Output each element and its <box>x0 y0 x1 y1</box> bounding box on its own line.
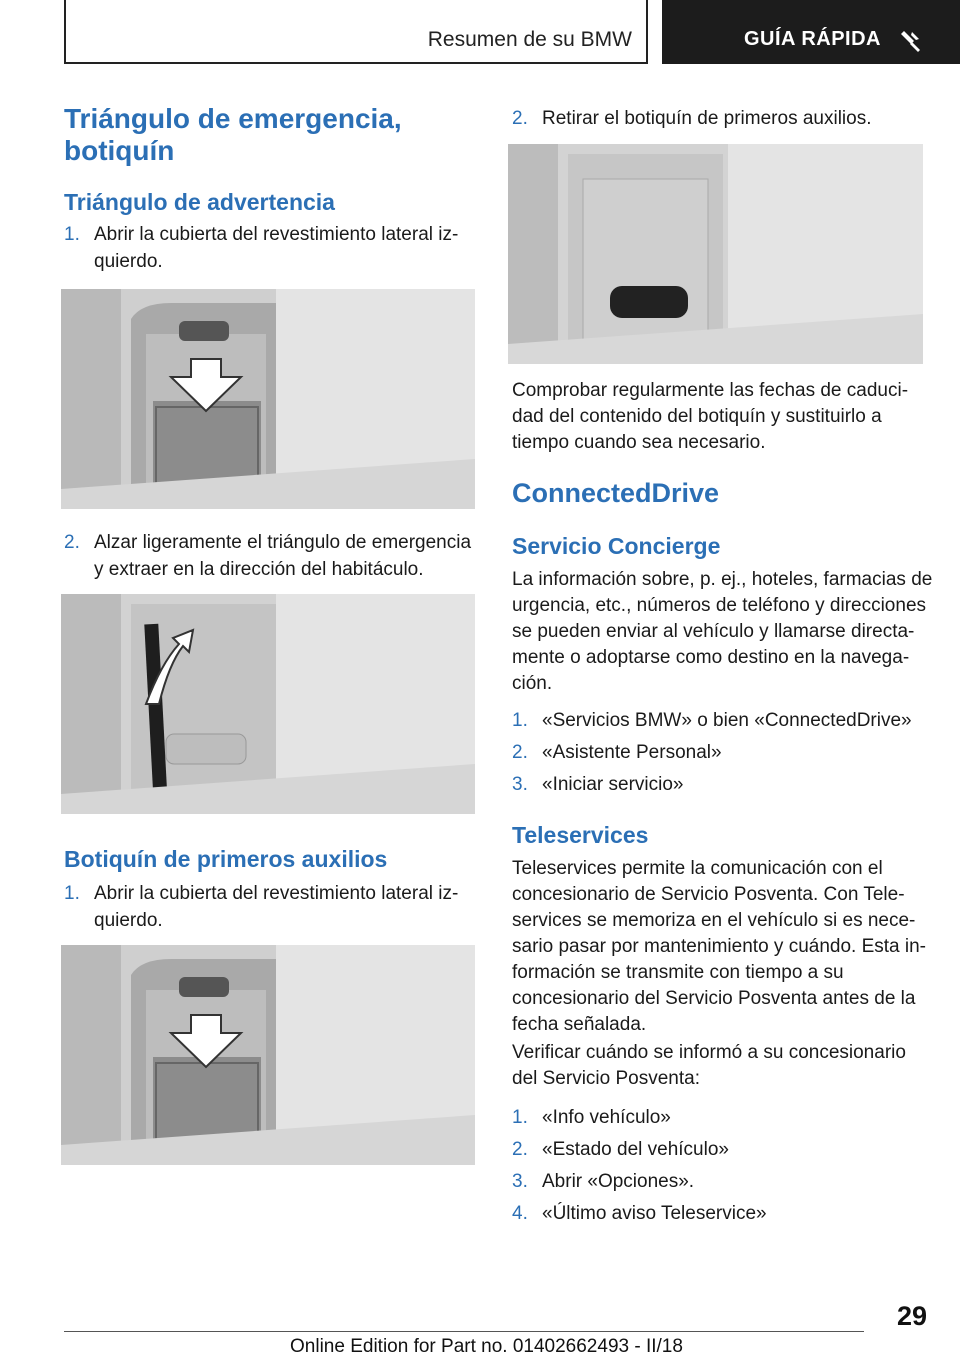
paragraph-line: sario pasar por mantenimiento y cuándo. Esta in- <box>512 936 926 957</box>
connecteddrive-heading: ConnectedDrive <box>512 478 720 508</box>
list-item-text: «Asistente Personal» <box>542 742 722 763</box>
paragraph-line: Verificar cuándo se informó a su concesionario <box>512 1042 906 1063</box>
paragraph-line: del Servicio Posventa: <box>512 1068 700 1089</box>
list-item-text: «Estado del vehículo» <box>542 1139 729 1160</box>
first-aid-kit-figure <box>508 144 923 364</box>
list-item-number: 1. <box>64 224 80 245</box>
list-item-text: Alzar ligeramente el triángulo de emergencia <box>94 532 472 553</box>
list-item-text: «Info vehículo» <box>542 1107 671 1128</box>
tool-pin-icon <box>898 27 924 58</box>
paragraph-line: services se memoriza en el vehículo si es nece- <box>512 910 916 931</box>
page-title-line2: botiquín <box>64 135 175 166</box>
list-item-text: Abrir la cubierta del revestimiento lateral iz- <box>94 224 459 245</box>
page-number: 29 <box>897 1301 928 1331</box>
trunk-side-panel-figure <box>61 289 475 509</box>
page-title-line1: Triángulo de emergencia, <box>64 103 402 134</box>
list-item-text: «Servicios BMW» o bien «ConnectedDrive» <box>542 710 912 731</box>
header-section-title: Resumen de su BMW <box>427 28 632 51</box>
footer-edition-text: Online Edition for Part no. 01402662493 - II/18 <box>290 1336 683 1357</box>
list-item-number: 1. <box>512 710 528 731</box>
list-item-text: Abrir «Opciones». <box>542 1171 695 1192</box>
list-item-number: 2. <box>512 742 528 763</box>
paragraph-line: tiempo cuando sea necesario. <box>512 432 766 453</box>
concierge-paragraph <box>512 567 942 697</box>
list-item-number: 2. <box>512 108 528 129</box>
teleservices-heading: Teleservices <box>512 822 649 848</box>
paragraph-line: concesionario de Servicio Posventa. Con Tele- <box>512 884 905 905</box>
paragraph-line: fecha señalada. <box>512 1014 647 1035</box>
list-item-number: 3. <box>512 774 528 795</box>
list-item-text: «Iniciar servicio» <box>542 774 684 795</box>
paragraph-line: concesionario del Servicio Posventa antes de la <box>512 988 916 1009</box>
paragraph-line: formación se transmite con tiempo a su <box>512 962 844 983</box>
paragraph-line: mente o adoptarse como destino en la navega- <box>512 647 910 668</box>
list-item-text: Retirar el botiquín de primeros auxilios. <box>542 108 872 129</box>
header-section-box <box>64 0 648 64</box>
list-item-text: quierdo. <box>94 251 163 272</box>
list-item-text: quierdo. <box>94 910 163 931</box>
triangle-removal-figure <box>61 594 475 814</box>
paragraph-line: La información sobre, p. ej., hoteles, farmacias de <box>512 569 933 590</box>
header-chapter-title: GUÍA RÁPIDA <box>744 28 881 50</box>
warning-triangle-heading: Triángulo de advertencia <box>64 189 335 215</box>
paragraph-line: ción. <box>512 673 553 694</box>
paragraph-line: Comprobar regularmente las fechas de caduci- <box>512 380 909 401</box>
verify-paragraph <box>512 1040 942 1092</box>
paragraph-line: dad del contenido del botiquín y sustituirlo a <box>512 406 882 427</box>
list-item-text: «Último aviso Teleservice» <box>542 1203 767 1224</box>
list-item-number: 1. <box>64 883 80 904</box>
trunk-side-panel-figure-2 <box>61 945 475 1165</box>
paragraph-line: urgencia, etc., números de teléfono y direcciones <box>512 595 927 616</box>
teleservices-paragraph <box>512 856 942 1038</box>
header-chapter-box <box>662 0 960 64</box>
list-item-number: 2. <box>512 1139 528 1160</box>
paragraph-line: Teleservices permite la comunicación con el <box>512 858 883 879</box>
list-item-number: 1. <box>512 1107 528 1128</box>
list-item-number: 3. <box>512 1171 528 1192</box>
paragraph-line: se pueden enviar al vehículo y llamarse directa- <box>512 621 915 642</box>
concierge-heading: Servicio Concierge <box>512 533 721 559</box>
list-item-number: 2. <box>64 532 80 553</box>
list-item-text: Abrir la cubierta del revestimiento lateral iz- <box>94 883 459 904</box>
check-paragraph <box>512 378 932 456</box>
list-item-number: 4. <box>512 1203 528 1224</box>
list-item-text: y extraer en la dirección del habitáculo. <box>94 559 424 580</box>
first-aid-heading: Botiquín de primeros auxilios <box>64 846 388 872</box>
footer-divider <box>64 1331 864 1332</box>
